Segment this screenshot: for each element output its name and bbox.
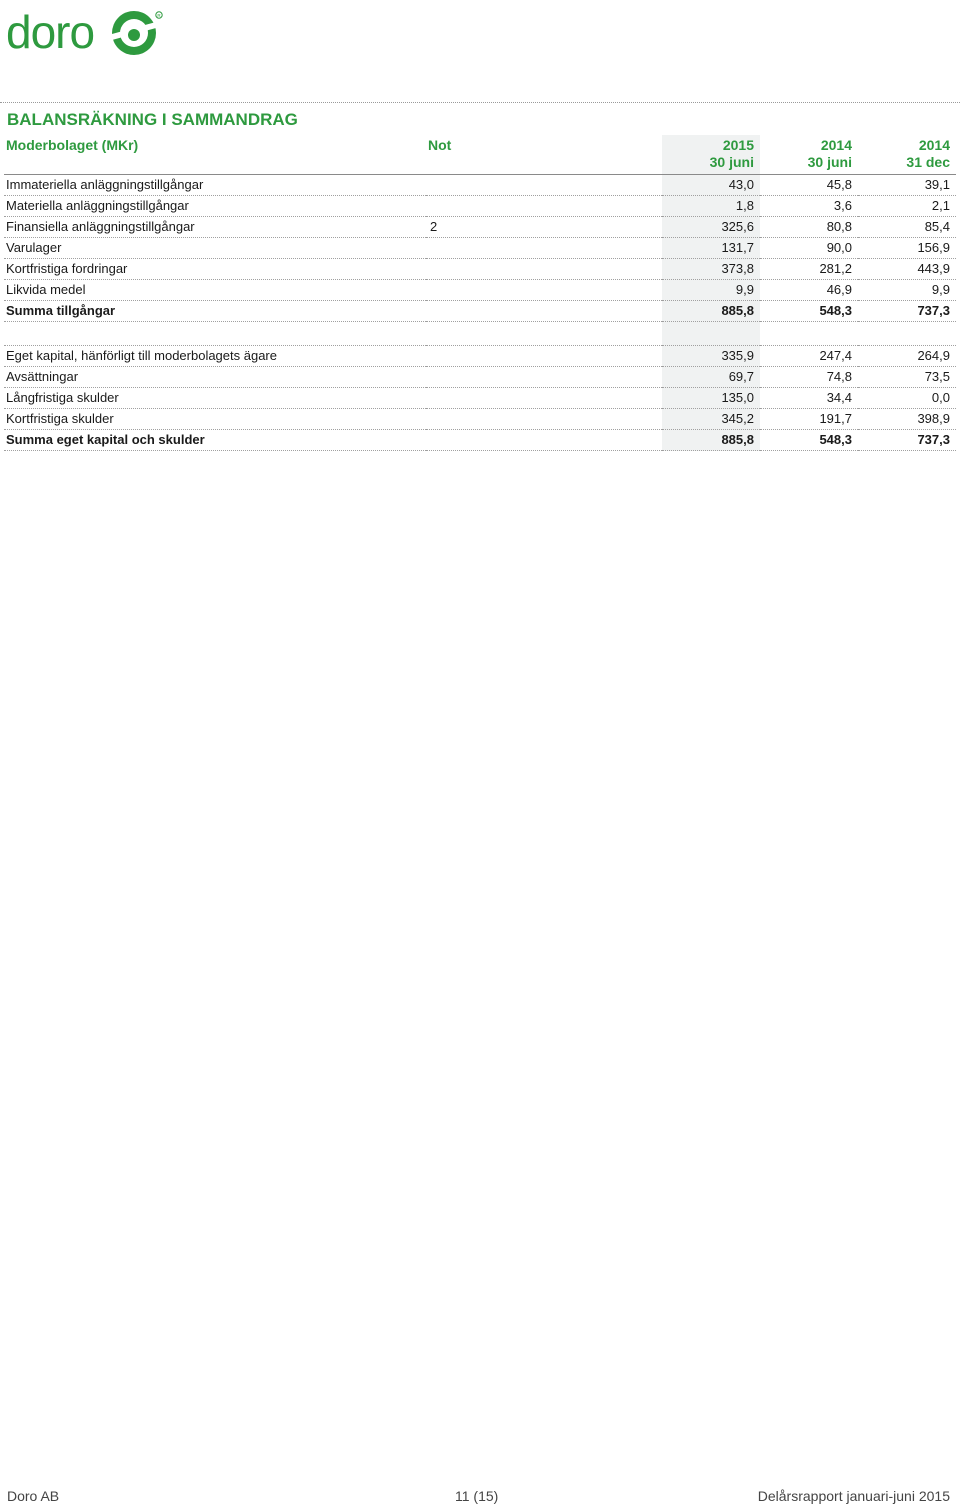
- row-value: 737,3: [858, 430, 956, 451]
- row-value: 885,8: [662, 301, 760, 322]
- row-not: [426, 346, 662, 367]
- header-date: 30 juni: [709, 154, 754, 170]
- row-not: [426, 175, 662, 196]
- row-value: 345,2: [662, 409, 760, 430]
- row-value: 69,7: [662, 367, 760, 388]
- row-value: 9,9: [662, 280, 760, 301]
- top-divider: [0, 102, 960, 103]
- row-value: 548,3: [760, 301, 858, 322]
- row-value: 398,9: [858, 409, 956, 430]
- row-not: [426, 367, 662, 388]
- svg-text:R: R: [157, 13, 161, 18]
- row-value: 34,4: [760, 388, 858, 409]
- row-value: 264,9: [858, 346, 956, 367]
- header-year: 2015: [722, 137, 754, 153]
- row-label: Eget kapital, hänförligt till moderbolagets ägare: [4, 346, 426, 367]
- row-label: Summa eget kapital och skulder: [4, 430, 426, 451]
- row-value: 191,7: [760, 409, 858, 430]
- doro-logo-icon: [110, 6, 164, 58]
- table-row: [4, 346, 956, 367]
- row-value: 373,8: [662, 259, 760, 280]
- row-value: 737,3: [858, 301, 956, 322]
- header-col-2014-jun: [760, 135, 858, 175]
- row-value: 46,9: [760, 280, 858, 301]
- header-date: 31 dec: [906, 154, 950, 170]
- page-title: BALANSRÄKNING I SAMMANDRAG: [7, 110, 298, 129]
- row-not: [426, 196, 662, 217]
- spacer-row: [4, 322, 956, 346]
- table-row: [4, 196, 956, 217]
- row-label: Varulager: [4, 238, 426, 259]
- row-value: 156,9: [858, 238, 956, 259]
- doro-logo: [6, 4, 166, 60]
- logo-wordmark: doro: [6, 6, 95, 58]
- row-not: [426, 388, 662, 409]
- row-label: Immateriella anläggningstillgångar: [4, 175, 426, 196]
- table-row: [4, 409, 956, 430]
- total-liabilities-row: [4, 430, 956, 451]
- row-not: 2: [426, 217, 662, 238]
- row-value: 131,7: [662, 238, 760, 259]
- row-value: 9,9: [858, 280, 956, 301]
- row-label: Likvida medel: [4, 280, 426, 301]
- footer-page-number: 11 (15): [455, 1488, 499, 1504]
- header-col-2015-jun: [662, 135, 760, 175]
- page-footer: [0, 1486, 960, 1504]
- table-row: [4, 367, 956, 388]
- table-row: [4, 259, 956, 280]
- row-value: 335,9: [662, 346, 760, 367]
- header-not: Not: [426, 135, 662, 175]
- total-assets-row: [4, 301, 956, 322]
- row-value: 3,6: [760, 196, 858, 217]
- row-label: Kortfristiga fordringar: [4, 259, 426, 280]
- row-not: [426, 280, 662, 301]
- header-year: 2014: [820, 137, 852, 153]
- row-not: [426, 259, 662, 280]
- header-col-2014-dec: [858, 135, 956, 175]
- row-value: 74,8: [760, 367, 858, 388]
- row-value: 135,0: [662, 388, 760, 409]
- table-row: [4, 388, 956, 409]
- row-not: [426, 301, 662, 322]
- row-not: [426, 238, 662, 259]
- header-label: Moderbolaget (MKr): [4, 135, 426, 175]
- row-not: [426, 430, 662, 451]
- header-date: 30 juni: [807, 154, 852, 170]
- table-row: [4, 217, 956, 238]
- footer-company: Doro AB: [7, 1488, 60, 1504]
- row-value: 247,4: [760, 346, 858, 367]
- row-value: 0,0: [858, 388, 956, 409]
- row-value: 45,8: [760, 175, 858, 196]
- row-label: Materiella anläggningstillgångar: [4, 196, 426, 217]
- footer-report-title: Delårsrapport januari-juni 2015: [757, 1488, 950, 1504]
- row-value: 80,8: [760, 217, 858, 238]
- table-row: [4, 280, 956, 301]
- row-value: 1,8: [662, 196, 760, 217]
- row-value: 39,1: [858, 175, 956, 196]
- row-value: 43,0: [662, 175, 760, 196]
- row-label: Avsättningar: [4, 367, 426, 388]
- row-value: 90,0: [760, 238, 858, 259]
- row-value: 885,8: [662, 430, 760, 451]
- row-value: 548,3: [760, 430, 858, 451]
- table-header: [4, 135, 956, 175]
- table-row: [4, 238, 956, 259]
- row-value: 73,5: [858, 367, 956, 388]
- row-value: 443,9: [858, 259, 956, 280]
- header-year: 2014: [918, 137, 950, 153]
- table-row: [4, 175, 956, 196]
- row-label: Summa tillgångar: [4, 301, 426, 322]
- balance-sheet-table: [4, 135, 956, 451]
- row-value: 281,2: [760, 259, 858, 280]
- row-value: 2,1: [858, 196, 956, 217]
- row-value: 85,4: [858, 217, 956, 238]
- row-label: Långfristiga skulder: [4, 388, 426, 409]
- row-value: 325,6: [662, 217, 760, 238]
- row-not: [426, 409, 662, 430]
- row-label: Kortfristiga skulder: [4, 409, 426, 430]
- row-label: Finansiella anläggningstillgångar: [4, 217, 426, 238]
